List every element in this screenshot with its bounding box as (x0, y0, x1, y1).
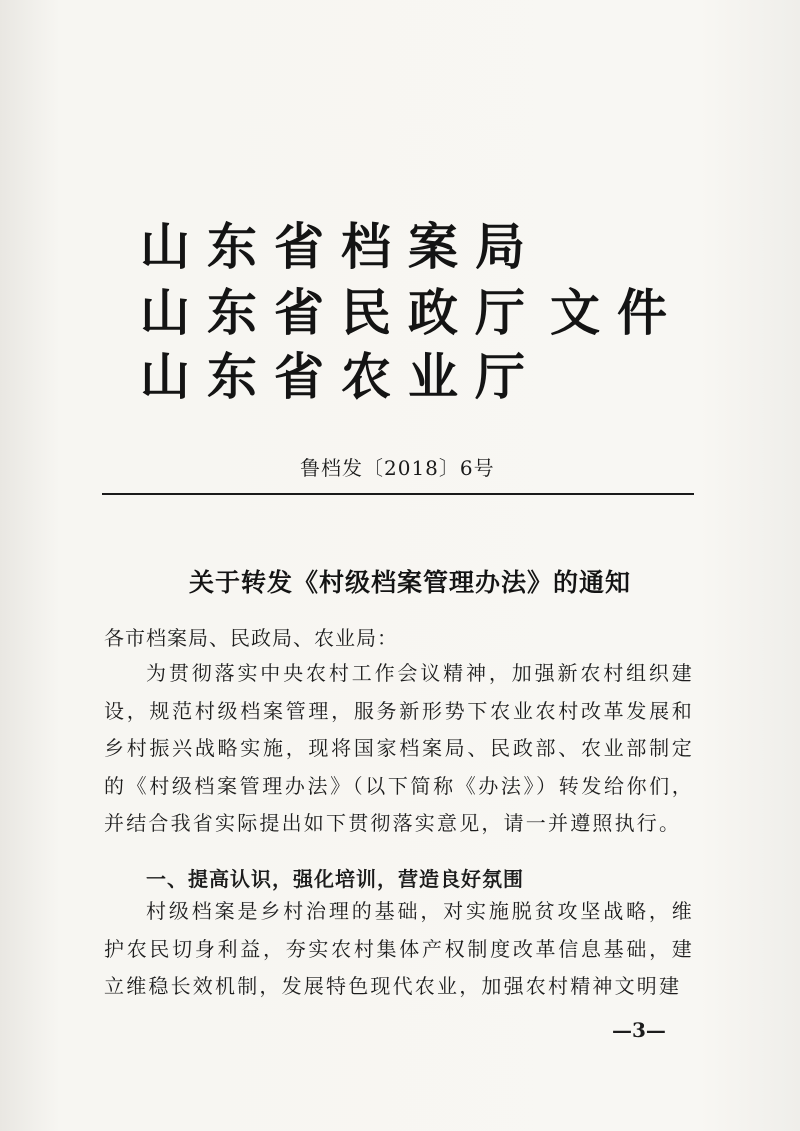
notice-title: 关于转发《村级档案管理办法》的通知 (188, 568, 631, 597)
document-number: 鲁档发〔2018〕6号 (300, 456, 495, 480)
issuer-line-archives: 山东省档案局 (140, 217, 542, 276)
page-number: —3— (612, 1018, 666, 1042)
document-type-label: 文件 (550, 283, 684, 342)
header-divider (102, 493, 694, 495)
salutation: 各市档案局、民政局、农业局： (104, 626, 398, 650)
paragraph-section-1: 村级档案是乡村治理的基础，对实施脱贫攻坚战略，维护农民切身利益，夯实农村集体产权制度改革信息基础，建立维稳长效机制，发展特色现代农业，加强农村精神文明建 (104, 899, 694, 998)
issuer-line-civil-affairs (140, 283, 684, 342)
issuer-line-agriculture: 山东省农业厅 (140, 347, 542, 406)
paragraph-intro: 为贯彻落实中央农村工作会议精神，加强新农村组织建设，规范村级档案管理，服务新形势下农业农村改革发展和乡村振兴战略实施，现将国家档案局、民政部、农业部制定的《村级档案管理办法》（以下简称《办法》）转发给你们，并结合我省实际提出如下贯彻落实意见，请一并遵照执行。 (104, 661, 694, 835)
section-heading-1: 一、提高认识，强化培训，营造良好氛围 (146, 867, 524, 891)
issuer-name-civil-affairs: 山东省民政厅 (140, 283, 542, 342)
